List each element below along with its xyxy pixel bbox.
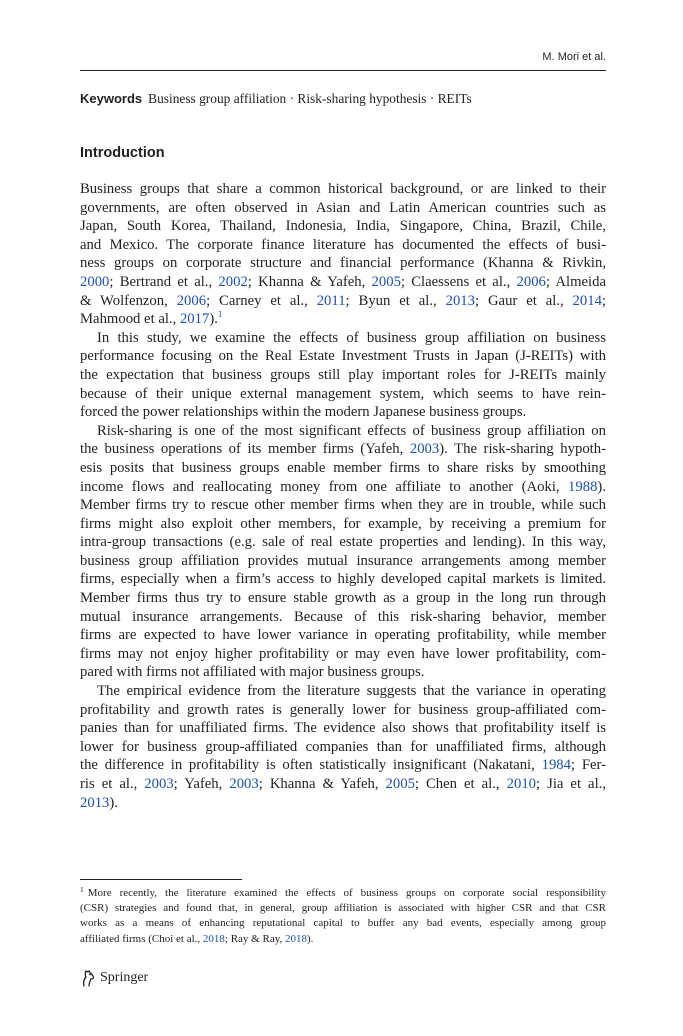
text-run: More recently, the literature examined the effects of business groups on corporate social responsibility [87, 887, 606, 899]
text-run: ). [307, 932, 314, 945]
citation-link[interactable]: 2002 [218, 273, 248, 290]
text-line: Risk-sharing is one of the most significant effects of business group affiliation on [97, 422, 606, 439]
text-run: ; Yafeh, [173, 776, 230, 792]
text-run: affiliated firms (Choi et al., [80, 932, 203, 945]
text-run: ). [209, 311, 218, 328]
running-head: M. Mori et al. [542, 51, 606, 63]
text-run: ; Carney et al., [206, 292, 317, 309]
citation-link[interactable]: 2013 [80, 794, 110, 811]
text-line [80, 292, 606, 311]
footnote-rule [80, 879, 242, 880]
text-line: esis posits that business groups enable member firms to share risks by smoothing [80, 459, 606, 476]
text-line: In this study, we examine the effects of business group affiliation on business [97, 329, 606, 346]
section-title: Introduction [80, 145, 165, 161]
text-line [80, 310, 606, 329]
text-line: firms, especially when a firm’s access to highly developed capital markets is limited. [80, 571, 606, 588]
text-run: ; Gaur et al., [474, 292, 573, 309]
publisher-footer [80, 969, 148, 987]
text-line: firms may not enjoy higher profitability or may even have lower profitability, com- [80, 645, 606, 662]
text-line [80, 775, 606, 794]
text-run: ; Chen et al., [414, 776, 507, 792]
citation-link[interactable]: 2014 [572, 292, 602, 309]
footnote-line: (CSR) strategies and found that, in general, group affiliation is associated with higher CSR and that CSR [80, 902, 606, 915]
text-line: business group affiliation provides mutual insurance arrangements among member [80, 552, 606, 569]
footnote-line: works as a means of enhancing reputational capital to buffer any bad events, especially among group [80, 917, 606, 930]
text-line: the expectation that business groups still play important roles for J-REITs mainly [80, 366, 606, 383]
text-run: ris et al., [80, 776, 145, 792]
text-run: the difference in profitability is often statistically insignificant (Nakatani, [80, 757, 542, 774]
text-line: intra-group transactions (e.g. sale of real estate properties and lending). In this way, [80, 534, 606, 551]
text-line: ness groups on corporate structure and financial performance (Khanna & Rivkin, [80, 255, 606, 272]
citation-link[interactable]: 2010 [506, 776, 536, 792]
text-run: ; Fer- [570, 757, 606, 774]
footnote-line [80, 886, 606, 901]
citation-link[interactable]: 2005 [371, 273, 401, 290]
springer-horse-icon [80, 969, 96, 987]
footnote-marker[interactable]: 1 [217, 309, 223, 320]
text-line: Member firms try to rescue other member firms when they are in trouble, while such [80, 497, 606, 514]
text-line: Business groups that share a common historical background, or are linked to their [80, 181, 606, 197]
text-run: ; Ray & Ray, [224, 932, 285, 945]
footnote-number: 1 [80, 885, 84, 894]
text-line [80, 478, 606, 497]
citation-link[interactable]: 2005 [385, 776, 415, 792]
citation-link[interactable]: 2006 [516, 273, 546, 290]
text-run: ). [109, 794, 118, 811]
citation-link[interactable]: 2003 [144, 776, 174, 792]
text-run: Mahmood et al., [80, 311, 180, 328]
keywords-label: Keywords [80, 91, 143, 106]
text-line: firms are expected to have lower variance in operating profitability, while member [80, 627, 606, 644]
text-run: ; Bertrand et al., [109, 273, 219, 290]
body-text [80, 180, 606, 812]
citation-link[interactable]: 2013 [445, 292, 475, 309]
keywords-line [80, 91, 606, 107]
text-line: mutual insurance arrangements. Because of this risk-sharing behavior, member [80, 608, 606, 625]
text-line: lower for business group-affiliated companies than for unaffiliated firms, although [80, 738, 606, 755]
citation-link[interactable]: 2003 [409, 441, 440, 458]
text-line: firms might also exploit other members, for example, by receiving a premium for [80, 515, 606, 532]
text-line [80, 756, 606, 775]
citation-link[interactable]: 1984 [541, 757, 571, 774]
citation-link[interactable]: 2011 [316, 292, 346, 309]
text-run: ; Jia et al., [536, 776, 607, 792]
text-run: the business operations of its member firms (Yafeh, [80, 441, 410, 458]
text-run: ; Khanna & Yafeh, [247, 273, 372, 290]
text-run: ). [597, 478, 606, 495]
citation-link[interactable]: 2018 [202, 932, 225, 945]
text-run: & Wolfenzon, [80, 292, 177, 309]
text-line: governments, are often observed in Asian and Latin American countries such as [80, 199, 606, 216]
text-line [80, 273, 606, 292]
text-line [80, 440, 606, 459]
text-line: The empirical evidence from the literature suggests that the variance in operating [97, 683, 606, 700]
text-run: ; Almeida [545, 273, 606, 290]
citation-link[interactable]: 2006 [176, 292, 207, 309]
text-line: because of their unique external management system, which seems to have rein- [80, 385, 606, 402]
text-line: profitability and growth rates is generally lower for business group-affiliated com- [80, 701, 606, 718]
citation-link[interactable]: 2017 [179, 311, 210, 328]
text-run: ). The risk-sharing hypoth- [439, 441, 606, 458]
citation-link[interactable]: 1988 [568, 478, 598, 495]
citation-link[interactable]: 2000 [80, 273, 110, 290]
text-run: income flows and reallocating money from one affiliate to another (Aoki, [80, 478, 569, 495]
text-line: pared with firms not affiliated with major business groups. [80, 664, 425, 681]
text-line: Member firms thus try to ensure stable growth as a group in the long run through [80, 590, 606, 607]
text-run: ; Khanna & Yafeh, [258, 776, 386, 792]
text-line: and Mexico. The corporate finance literature has documented the effects of busi- [80, 236, 606, 253]
text-run: ; Claessens et al., [400, 273, 517, 290]
keywords-text: Business group affiliation · Risk-sharing hypothesis · REITs [148, 91, 472, 106]
footnote-line [80, 932, 606, 947]
text-line: performance focusing on the Real Estate Investment Trusts in Japan (J-REITs) with [80, 348, 606, 365]
header-rule [80, 70, 606, 71]
footnote [80, 886, 606, 947]
text-line: forced the power relationships within the modern Japanese business groups. [80, 404, 527, 421]
text-line: Japan, South Korea, Thailand, Indonesia, India, Singapore, China, Brazil, Chile, [80, 218, 606, 235]
text-line: panies than for unaffiliated firms. The evidence also shows that profitability itself is [80, 720, 606, 737]
text-run: ; Byun et al., [345, 292, 446, 309]
text-line [80, 794, 606, 813]
publisher-name: Springer [100, 970, 149, 985]
text-run: ; [601, 292, 607, 309]
citation-link[interactable]: 2018 [285, 932, 307, 945]
citation-link[interactable]: 2003 [229, 776, 259, 792]
